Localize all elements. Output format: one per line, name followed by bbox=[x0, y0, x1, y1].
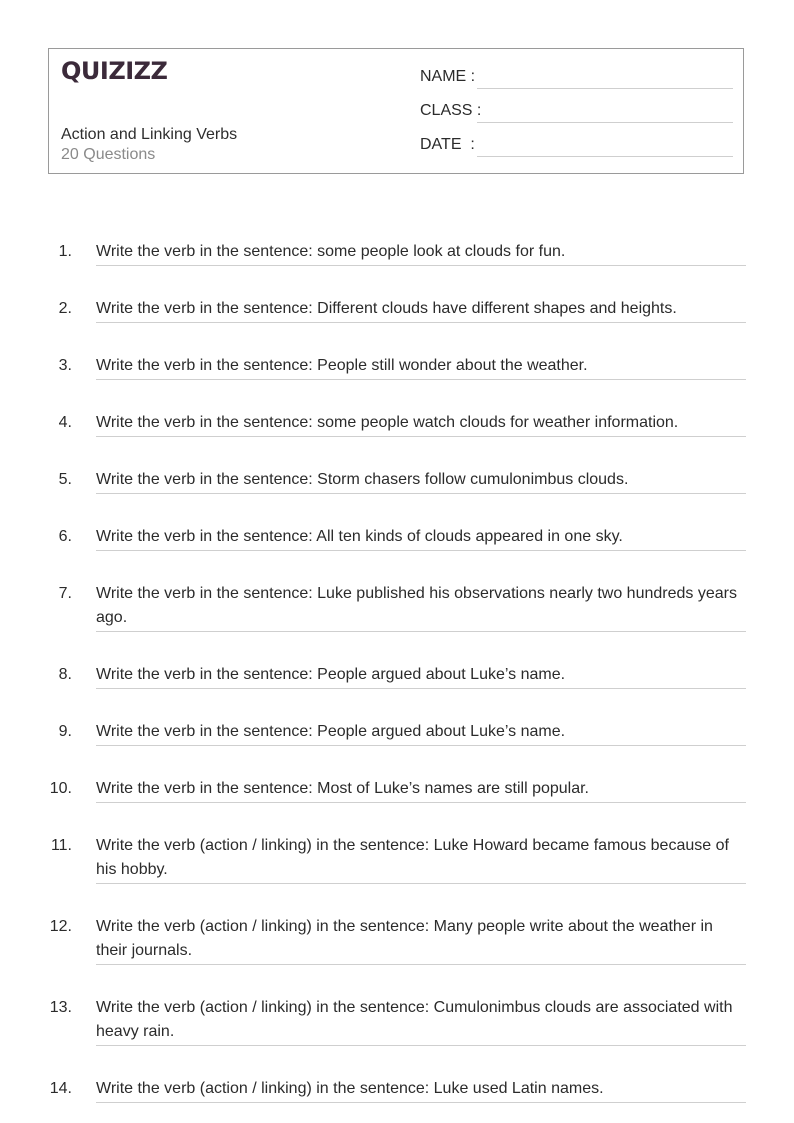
question-text[interactable]: Write the verb in the sentence: Luke published his observations nearly two hundreds years ago. bbox=[96, 582, 746, 632]
question-text[interactable]: Write the verb in the sentence: some people look at clouds for fun. bbox=[96, 240, 746, 266]
question-number: 4. bbox=[58, 414, 72, 431]
question-number: 2. bbox=[58, 300, 72, 317]
question-number: 1. bbox=[58, 243, 72, 260]
question-text[interactable]: Write the verb in the sentence: Different clouds have different shapes and heights. bbox=[96, 297, 746, 323]
date-field[interactable] bbox=[420, 136, 733, 158]
question-number: 6. bbox=[58, 528, 72, 545]
question-text[interactable]: Write the verb (action / linking) in the sentence: Cumulonimbus clouds are associated with heavy rain. bbox=[96, 996, 746, 1046]
question-text[interactable]: Write the verb in the sentence: People argued about Luke’s name. bbox=[96, 720, 746, 746]
question-text[interactable]: Write the verb in the sentence: Most of Luke’s names are still popular. bbox=[96, 777, 746, 803]
class-line[interactable] bbox=[477, 122, 733, 123]
question-text[interactable]: Write the verb in the sentence: Storm chasers follow cumulonimbus clouds. bbox=[96, 468, 746, 494]
date-label: DATE : bbox=[420, 136, 475, 153]
question-number: 11. bbox=[50, 837, 72, 854]
question-text[interactable]: Write the verb in the sentence: People still wonder about the weather. bbox=[96, 354, 746, 380]
question-number: 8. bbox=[58, 666, 72, 683]
question-text[interactable]: Write the verb in the sentence: All ten kinds of clouds appeared in one sky. bbox=[96, 525, 746, 551]
question-number: 12. bbox=[49, 918, 72, 935]
question-number: 3. bbox=[58, 357, 72, 374]
question-number: 9. bbox=[58, 723, 72, 740]
question-number: 10. bbox=[49, 780, 72, 797]
question-text[interactable]: Write the verb (action / linking) in the sentence: Many people write about the weather in their journals. bbox=[96, 915, 746, 965]
name-line[interactable] bbox=[477, 88, 733, 89]
question-text[interactable]: Write the verb (action / linking) in the sentence: Luke Howard became famous because of his hobby. bbox=[96, 834, 746, 884]
question-number: 14. bbox=[49, 1080, 72, 1097]
question-text[interactable]: Write the verb in the sentence: People argued about Luke’s name. bbox=[96, 663, 746, 689]
date-line[interactable] bbox=[477, 156, 733, 157]
question-text[interactable]: Write the verb in the sentence: some people watch clouds for weather information. bbox=[96, 411, 746, 437]
worksheet-header bbox=[48, 48, 744, 174]
question-text[interactable]: Write the verb (action / linking) in the sentence: Luke used Latin names. bbox=[96, 1077, 746, 1103]
question-number: 13. bbox=[49, 999, 72, 1016]
question-number: 7. bbox=[58, 585, 72, 602]
quizizz-logo: QUIZIZZ bbox=[61, 57, 168, 85]
question-number: 5. bbox=[58, 471, 72, 488]
name-field[interactable] bbox=[420, 68, 733, 90]
worksheet-title: Action and Linking Verbs bbox=[61, 126, 238, 143]
class-field[interactable] bbox=[420, 102, 733, 124]
name-label: NAME : bbox=[420, 68, 476, 85]
class-label: CLASS : bbox=[420, 102, 482, 119]
question-count: 20 Questions bbox=[61, 146, 156, 163]
